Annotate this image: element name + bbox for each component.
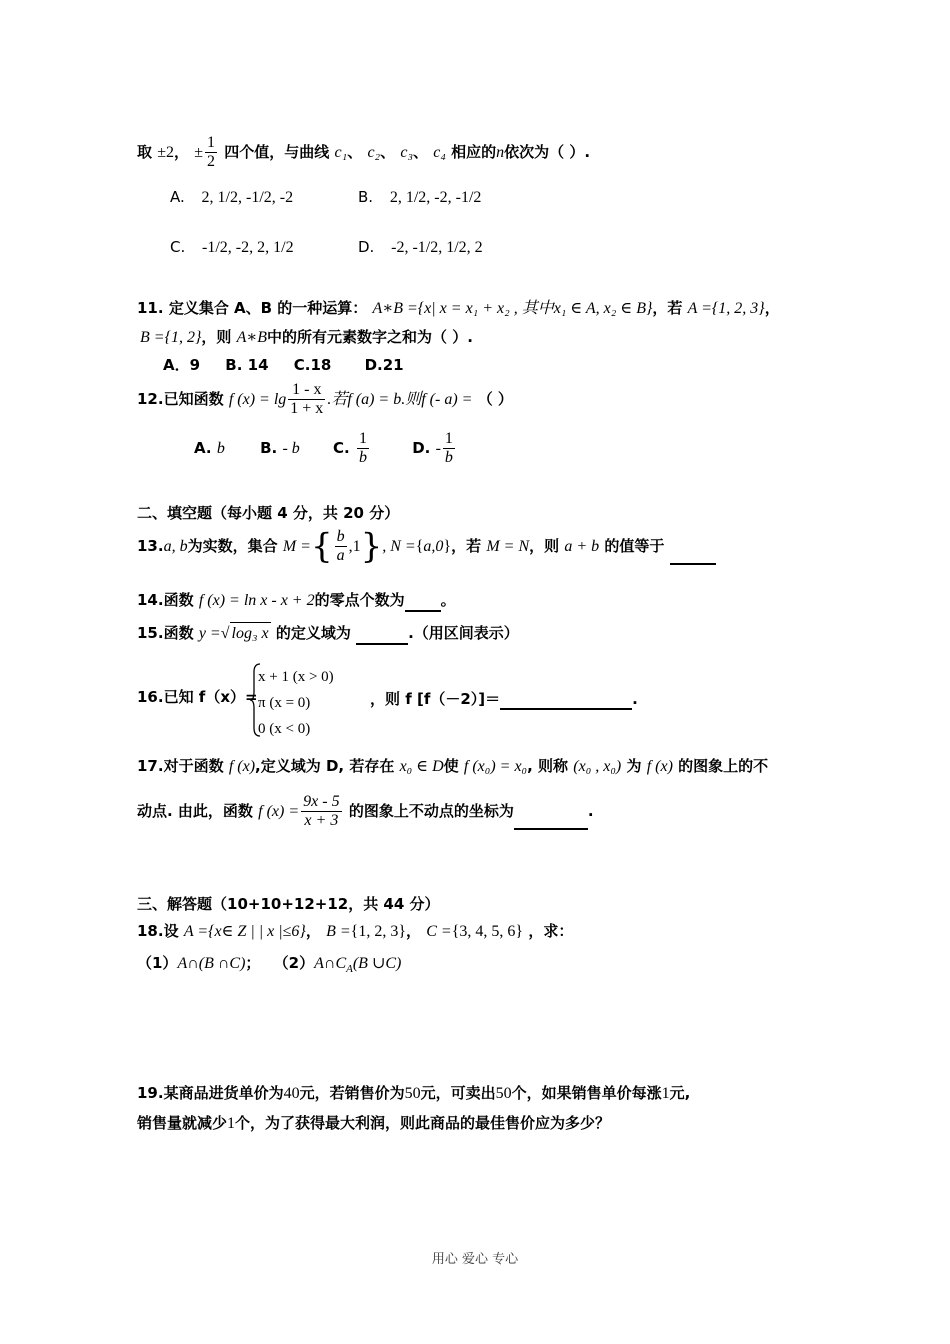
q13-fraction: $\frac{b}{a}$ xyxy=(336,528,345,564)
q16-tail: ，则 f [f（－2）]＝ . xyxy=(370,686,638,710)
q13-answer-blank[interactable] xyxy=(670,541,716,565)
q12-stem: 12.已知函数 f (x) = lg $\frac{1 - x}{1 + x}$ .若f (a) = b.则f (- a) = （ ） xyxy=(137,381,513,417)
q17-answer-blank[interactable] xyxy=(514,806,588,830)
q17-line1: 17.对于函数 f (x),定义域为 D, 若存在 x₀ ∈ D使 f (x₀) = x₀, 则称 (x₀ , x₀) 为 f (x) 的图象上的不 xyxy=(137,757,769,775)
q15: 15.函数 y =√ log₃ x 的定义域为 .（用区间表示） xyxy=(137,621,519,645)
q10-option-a: A. 2, 1/2, -1/2, -2 xyxy=(170,188,294,206)
q18-line2: （1）A∩(B ∩C)； $(2)A\cap C_A(B$ ∪C) xyxy=(137,954,402,975)
q12-fraction: $\frac{1 - x}{1 + x}$ xyxy=(290,381,324,417)
q16-answer-blank[interactable] xyxy=(500,686,632,710)
q16-case-2: π (x = 0) xyxy=(258,695,311,711)
q12-option-c-fraction: $\frac{1}{b}$ xyxy=(358,430,367,466)
section-3-heading: 三、解答题（10+10+12+12，共 44 分） xyxy=(137,895,440,913)
q11-option-d: D.21 xyxy=(364,356,404,374)
q11-line2: B ={1, 2}，则 A∗B中的所有元素数字之和为（ ）. xyxy=(140,328,473,346)
q11-options xyxy=(163,354,404,376)
q11-set-a: A ={1, 2, 3} xyxy=(687,300,765,317)
q10-option-c: C. -1/2, -2, 2, 1/2 xyxy=(170,238,294,256)
q16-case-3: 0 (x < 0) xyxy=(258,721,311,737)
q14-answer-blank[interactable] xyxy=(405,588,441,612)
q11-formula: A∗B ={x| x = x₁ + x₂ , 其中x₁ ∈ A, x₂ ∈ B} xyxy=(372,300,653,317)
q11-option-b: B. 14 xyxy=(225,356,269,374)
q10-option-b-value: 2, 1/2, -2, -1/2 xyxy=(389,189,482,206)
q10-option-a-value: 2, 1/2, -1/2, -2 xyxy=(201,189,294,206)
q12-options: A. b B. - b C. $\frac{1}{b}$ D. - $\frac{1}{b}$ xyxy=(194,430,453,466)
q11-set-b: B ={1, 2} xyxy=(140,329,202,346)
q11-option-c: C.18 xyxy=(293,356,332,374)
q10-option-b: B. 2, 1/2, -2, -1/2 xyxy=(358,188,482,206)
q10-option-d: D. -2, -1/2, 1/2, 2 xyxy=(358,238,483,256)
pm2: ±2 xyxy=(157,144,175,161)
q12-option-d-fraction: $\frac{1}{b}$ xyxy=(444,430,453,466)
half-fraction: $\frac{1}{2}$ xyxy=(207,134,216,170)
q18-line1: 18.设 A ={x∈ Z | | x |≤6}， B ={1, 2, 3}， C ={3, 4, 5, 6} ，求： xyxy=(137,922,574,940)
q10-option-c-value: -1/2, -2, 2, 1/2 xyxy=(202,239,294,256)
q13: 13.a, b为实数，集合 M ={ $\frac{b}{a}$ ,1}, N ={a,0}，若 M = N，则 a + b 的值等于 xyxy=(137,528,716,565)
q11-line1: 11. 定义集合 A、B 的一种运算： A∗B ={x| x = x₁ + x₂ , 其中x₁ ∈ A, x₂ ∈ B}，若 A ={1, 2, 3}， xyxy=(137,299,780,317)
q15-answer-blank[interactable] xyxy=(356,621,408,645)
q16-piecewise xyxy=(258,664,334,742)
q19-line2: 销售量就减少1个，为了获得最大利润，则此商品的最佳售价应为多少？ xyxy=(137,1114,611,1132)
q17-line2: 动点. 由此，函数 f (x) = $\frac{9x - 5}{x + 3}$ 的图象上不动点的坐标为 . xyxy=(137,793,594,829)
section-2-heading: 二、填空题（每小题 4 分，共 20 分） xyxy=(137,504,400,522)
q19-line1: 19.某商品进货单价为40元，若销售价为50元，可卖出50个，如果销售单价每涨1元, xyxy=(137,1084,691,1102)
page-footer: 用心 爱心 专心 xyxy=(431,1252,519,1267)
q14: 14.函数 f (x) = ln x - x + 2的零点个数为 。 xyxy=(137,588,456,612)
q16-lead: 16.已知 f（x）= xyxy=(137,688,258,706)
q10-stem: 取 ±2， ± $\frac{1}{2}$ 四个值，与曲线 c₁、 c₂、 c₃、 c₄ 相应的n依次为（ ）. xyxy=(137,134,591,170)
q11-option-a: A．9 xyxy=(163,356,201,374)
q10-option-d-value: -2, -1/2, 1/2, 2 xyxy=(391,239,483,256)
q17-fraction: $\frac{9x - 5}{x + 3}$ xyxy=(303,793,340,829)
q16-case-1: x + 1 (x > 0) xyxy=(258,669,334,685)
